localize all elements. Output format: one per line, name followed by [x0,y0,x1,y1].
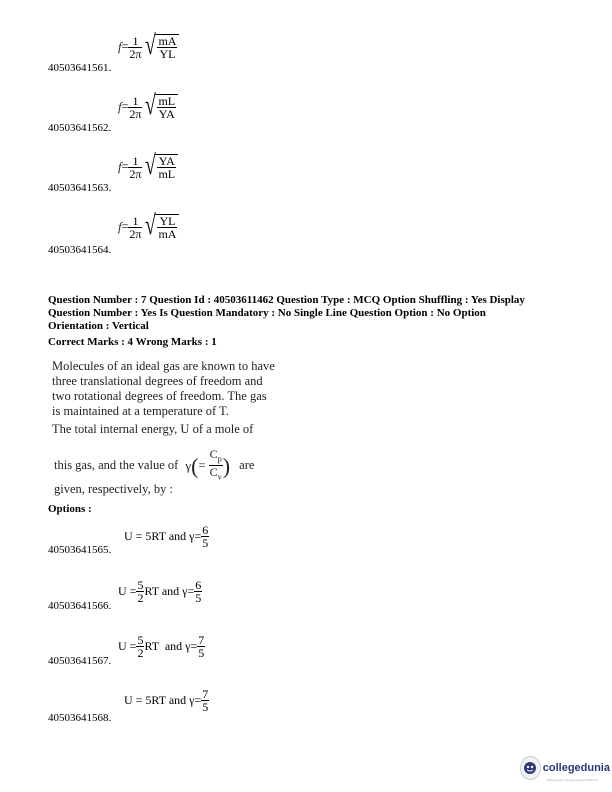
option-formula-2: f= $\frac{1}{2\pi}$ √ $\frac{mL}{YA}$ [118,94,178,120]
option-id: 40503641568. [48,712,112,724]
option-formula-5: U = 5RT and γ= $\frac{6}{5}$ [124,523,209,550]
f-symbol: f [118,39,122,54]
option-id: 40503641562. [48,122,112,134]
option-formula-3: f= $\frac{1}{2\pi}$ √ $\frac{YA}{mL}$ [118,154,178,180]
option-id: 40503641565. [48,544,112,556]
question-last-line: given, respectively, by : [54,482,173,496]
question-meta: Question Number : 7 Question Id : 40503611462 Question Type : MCQ Option Shuffling : Yes Display Question Number : Yes Is Question Mandatory : No Single Line Question Option : No Option Orientation : Vertical [48,294,525,332]
mascot-icon [520,756,541,780]
option-formula-4: f= $\frac{1}{2\pi}$ √ $\frac{YL}{mA}$ [118,214,179,240]
marks-line: Correct Marks : 4 Wrong Marks : 1 [48,336,217,348]
collegedunia-logo: collegedunia India's largest Student Review Platform [520,756,610,782]
gamma-line: this gas, and the value of γ(= $\frac{C_p}{C_v}$ ) are [54,447,255,482]
square-root: √ $\frac{mA}{YL}$ [145,34,179,60]
option-formula-7: U = $\frac{5}{2}$ RT and γ= $\frac{7}{5}$ [118,633,205,660]
option-id: 40503641567. [48,655,112,667]
option-id: 40503641564. [48,244,112,256]
options-label: Options : [48,503,92,515]
fraction: $\frac{1}{2\pi}$ [129,33,142,61]
option-id: 40503641566. [48,600,112,612]
option-formula-6: U = $\frac{5}{2}$ RT and γ= $\frac{6}{5}$ [118,578,202,605]
question-text: Molecules of an ideal gas are known to have three translational degrees of freedom and two rotational degrees of freedom. The gas is maintained at a temperature of T. The total internal energy, U of a mole of [52,359,275,436]
option-id: 40503641561. [48,62,112,74]
option-id: 40503641563. [48,182,112,194]
option-formula-8: U = 5RT and γ= $\frac{7}{5}$ [124,687,209,714]
option-formula-1: f= $\frac{1}{2\pi}$ √ $\frac{mA}{YL}$ [118,34,179,60]
